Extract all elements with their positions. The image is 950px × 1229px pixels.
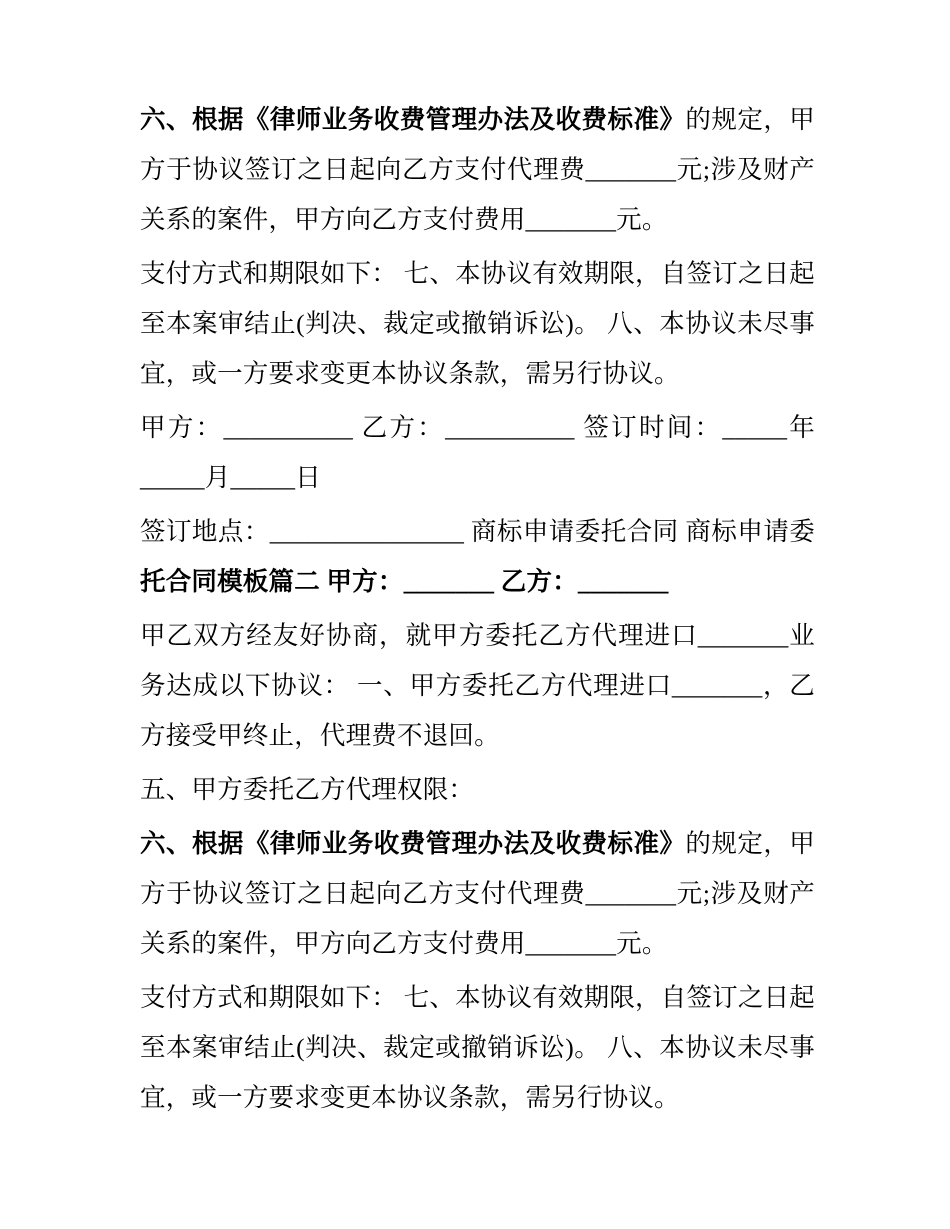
paragraph-payment-validity-second: 支付方式和期限如下： 七、本协议有效期限，自签订之日起至本案审结止(判决、裁定或撤销诉讼)。 八、本协议未尽事宜，或一方要求变更本协议条款，需另行协议。 <box>140 983 815 1112</box>
clause-six-heading-bold: 六、根据《律师业务收费管理办法及收费标准》 <box>140 105 686 134</box>
paragraph-agreement-intro: 甲乙双方经友好协商，就甲方委托乙方代理进口_______业务达成以下协议： 一、甲方委托乙方代理进口_______，乙方接受甲终止，代理费不退回。 <box>140 621 815 750</box>
paragraph-signature-line: 甲方：__________ 乙方：__________ 签订时间：_____年_____月_____日 <box>140 413 815 492</box>
clause-six-text-2: 的规定，甲方于协议签订之日起向乙方支付代理费_______元;涉及财产关系的案件，甲方向乙方支付费用_______元。 <box>140 829 815 958</box>
paragraph-clause-five-authority: 五、甲方委托乙方代理权限： <box>140 775 475 804</box>
signing-place-text: 签订地点：_______________ 商标申请委托合同 商标申请委 <box>140 517 815 546</box>
paragraph-payment-validity-first: 支付方式和期限如下： 七、本协议有效期限，自签订之日起至本案审结止(判决、裁定或撤销诉讼)。 八、本协议未尽事宜，或一方要求变更本协议条款，需另行协议。 <box>140 259 815 388</box>
contract-template-part-two-bold: 托合同模板篇二 甲方：_______ 乙方：_______ <box>140 567 669 596</box>
paragraph-clause-six-fees-second <box>140 819 815 969</box>
paragraph-signing-place-and-title <box>140 507 815 607</box>
clause-six-heading-bold-2: 六、根据《律师业务收费管理办法及收费标准》 <box>140 829 686 858</box>
clause-six-text: 的规定，甲方于协议签订之日起向乙方支付代理费_______元;涉及财产关系的案件，甲方向乙方支付费用_______元。 <box>140 105 815 234</box>
paragraph-clause-six-fees-first <box>140 95 815 245</box>
document-body <box>140 95 815 1123</box>
